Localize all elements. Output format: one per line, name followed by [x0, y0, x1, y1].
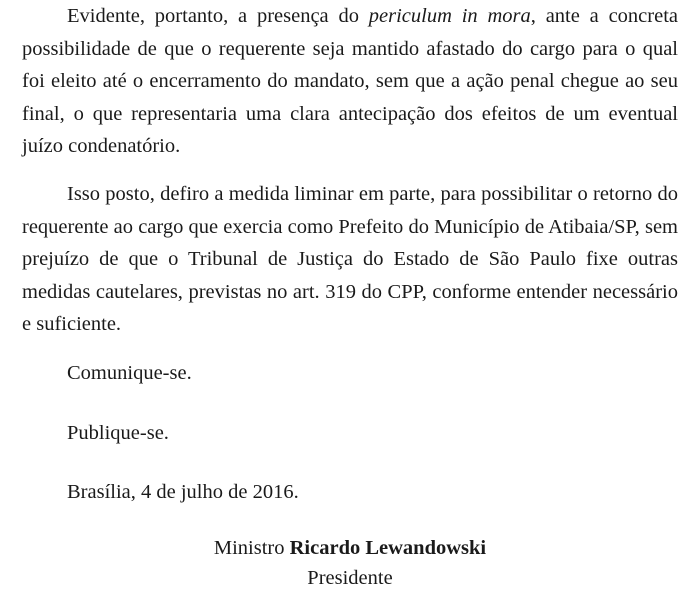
paragraph-1-start: Evidente, portanto, a presença do [67, 5, 369, 27]
publish-line: Publique-se. [67, 422, 169, 444]
latin-term: periculum in mora [368, 5, 531, 27]
communicate-line: Comunique-se. [67, 362, 192, 384]
paragraph-1-end: , ante a concreta possibilidade de que o requerente seja mantido afastado do cargo para o qual foi eleito até o encerramento do mandato, sem que a ação penal chegue ao seu final, o que representaria uma clara antecipação dos efeitos de um eventual juízo condenatório. [22, 5, 678, 157]
signature-title: Ministro [213, 537, 285, 559]
paragraph-decision: Isso posto, defiro a medida liminar em parte, para possibilitar o retorno do requerente ao cargo que exercia como Prefeito do Município de Atibaia/SP, sem prejuízo de que o Tribunal de Justiça do Estado de São Paulo fixe outras medidas cautelares, previstas no art. 319 do CPP, conforme entender necessário e suficiente. [22, 183, 678, 335]
signature-role: Presidente [307, 567, 393, 589]
place-date-line: Brasília, 4 de julho de 2016. [67, 481, 299, 503]
paragraph-periculum [22, 0, 678, 163]
signature-name: Ricardo Lewandowski [289, 537, 487, 559]
signature-line [0, 533, 700, 563]
